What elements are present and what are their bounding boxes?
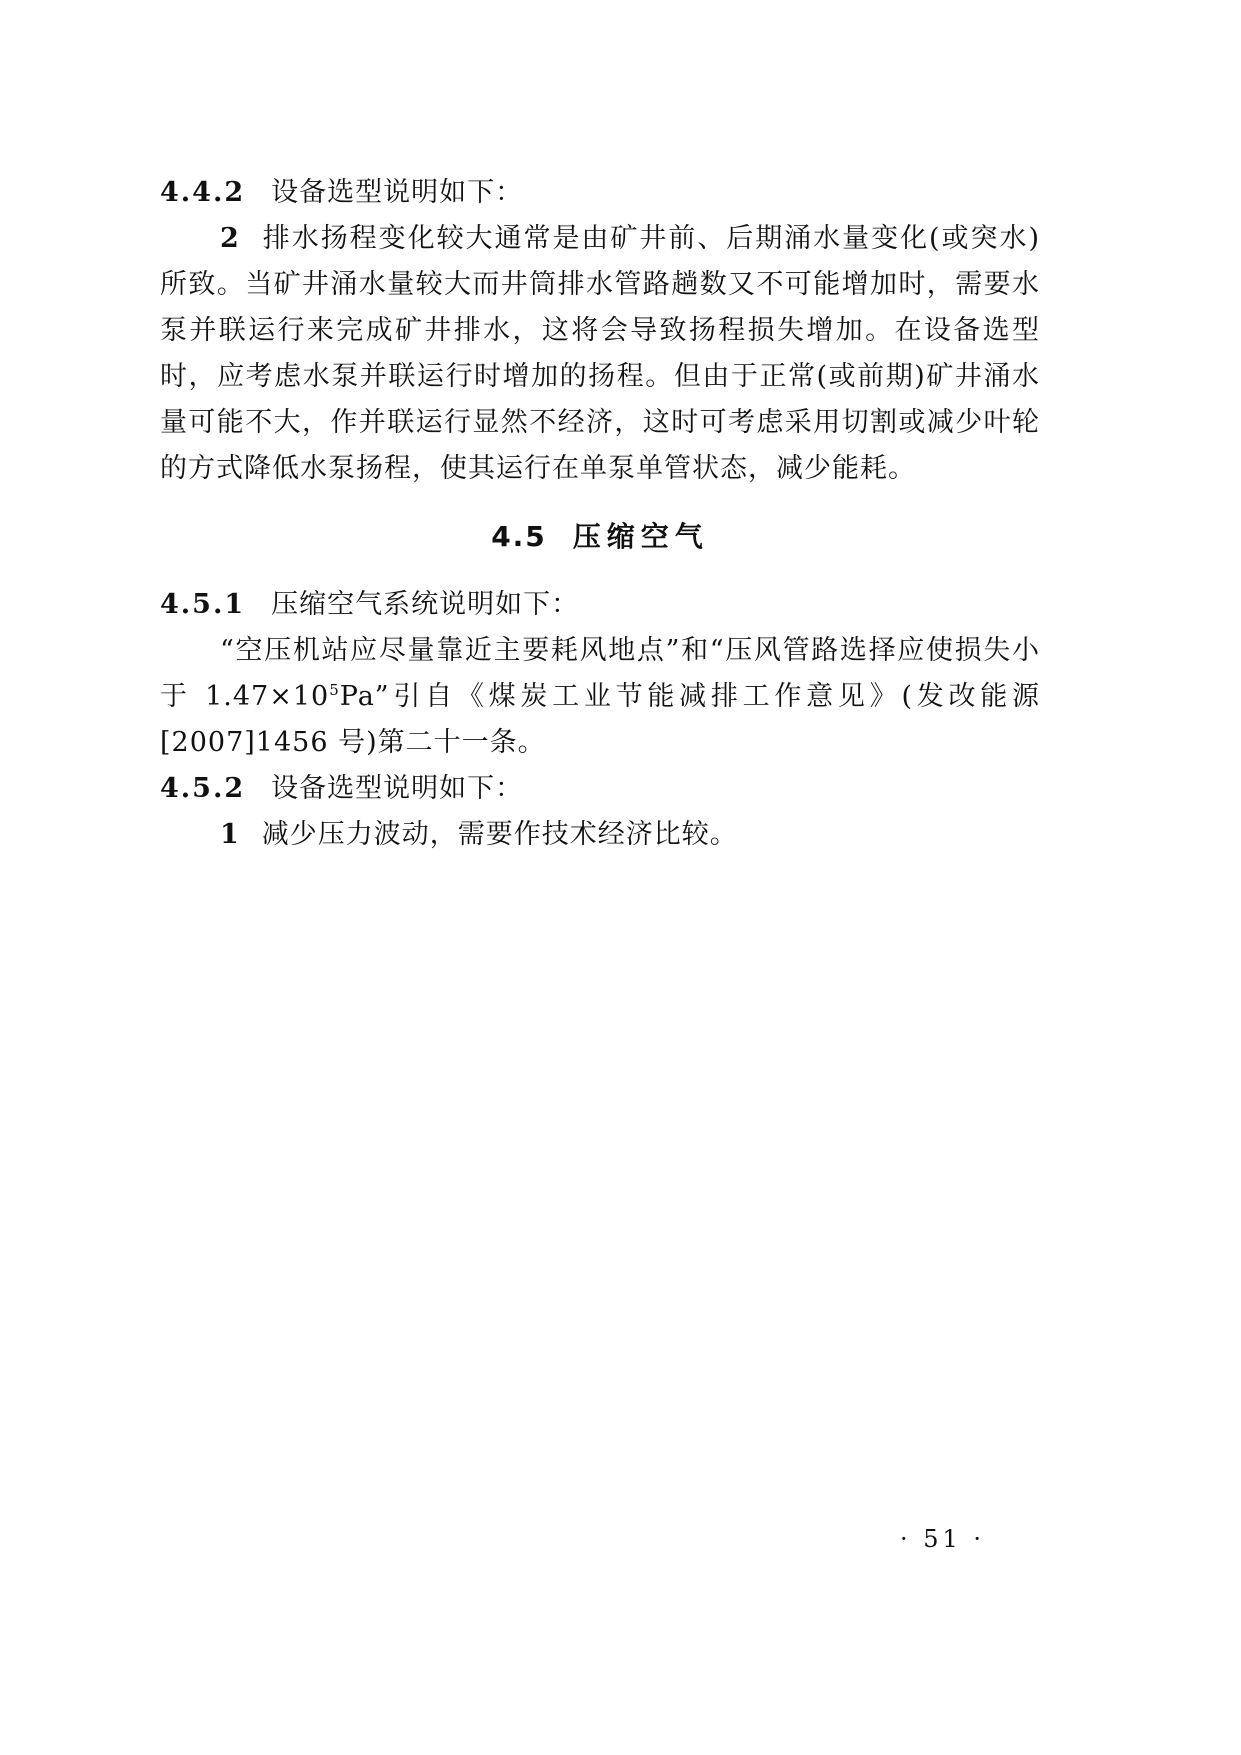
paragraph-text-end: Pa”引自《煤炭工业节能减排工作意见》(发改能源[2007]1456 号)第二十一条。 bbox=[160, 681, 1041, 758]
clause-number: 4.5.2 bbox=[160, 773, 246, 804]
page-number: · 51 · bbox=[900, 1525, 986, 1553]
clause-title: 设备选型说明如下： bbox=[271, 177, 524, 208]
clause-number: 4.5.1 bbox=[160, 589, 246, 620]
item-text: 排水扬程变化较大通常是由矿井前、后期涌水量变化(或突水)所致。当矿井涌水量较大而井筒排水管路趟数又不可能增加时，需要水泵并联运行来完成矿井排水，这将会导致扬程损失增加。在设备选型时，应考虑水泵并联运行时增加的扬程。但由于正常(或前期)矿井涌水量可能不大，作并联运行显然不经济，这时可考虑采用切割或减少叶轮的方式降低水泵扬程，使其运行在单泵单管状态，减少能耗。 bbox=[160, 223, 1040, 484]
item-text: 减少压力波动，需要作技术经济比较。 bbox=[261, 819, 738, 850]
clause-4-5-2 bbox=[160, 766, 1040, 812]
section-title: 压缩空气 bbox=[572, 520, 709, 553]
item-4-4-2-2 bbox=[160, 216, 1040, 492]
exponent: 5 bbox=[329, 681, 340, 699]
clause-4-4-2 bbox=[160, 170, 1040, 216]
item-number: 2 bbox=[220, 223, 240, 254]
clause-title: 压缩空气系统说明如下： bbox=[271, 589, 580, 620]
clause-number: 4.4.2 bbox=[160, 177, 246, 208]
paragraph-text-start: “空压机站应尽量靠近主要耗风地点”和“压风管路选择应使损失小于 1.47×10 bbox=[160, 635, 1040, 712]
item-4-5-2-1 bbox=[160, 812, 1040, 858]
section-number: 4.5 bbox=[491, 520, 547, 553]
page-content bbox=[160, 170, 1040, 858]
item-number: 1 bbox=[220, 819, 240, 850]
clause-4-5-1 bbox=[160, 582, 1040, 628]
clause-4-5-1-paragraph bbox=[160, 628, 1040, 766]
section-heading-4-5 bbox=[160, 514, 1040, 560]
clause-title: 设备选型说明如下： bbox=[271, 773, 524, 804]
